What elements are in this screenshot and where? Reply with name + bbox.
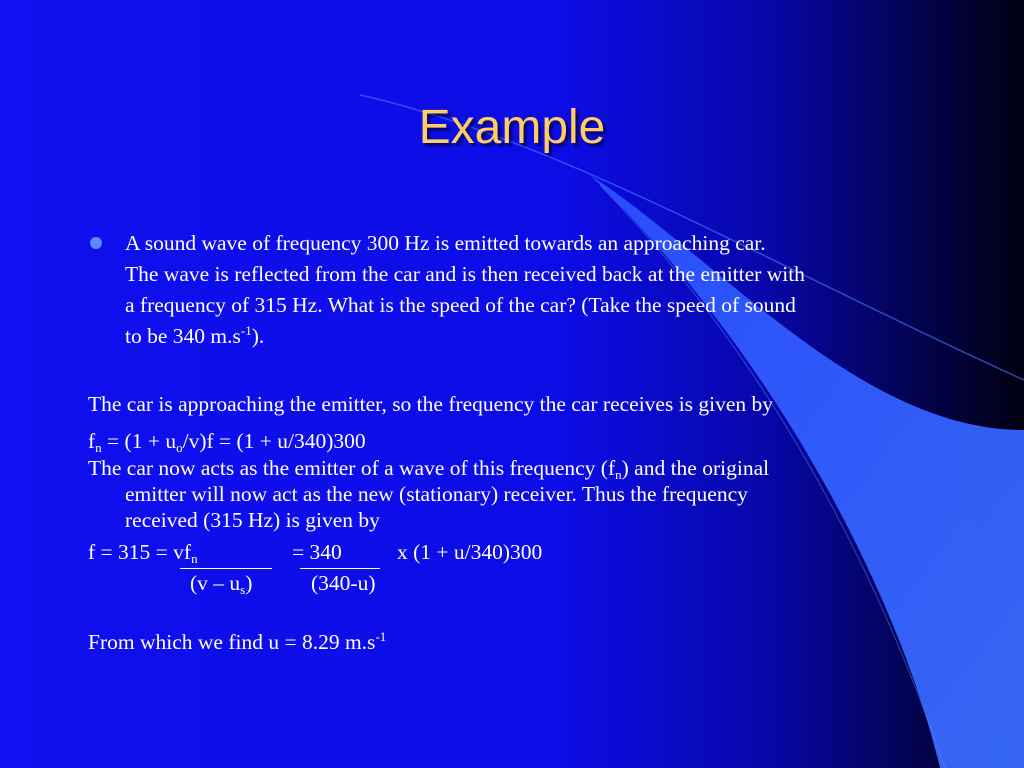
equation-f-lhs: $f = 315 = vf_n$	[88, 540, 198, 566]
equation-f-mid: = 340	[292, 540, 342, 564]
bullet-line-4: to be 340 $m.s^{-1}$).	[125, 323, 265, 348]
paragraph-emitter-line-3: received (315 Hz) is given by	[125, 508, 380, 532]
equation-f-denominator-2: (340-u)	[311, 571, 376, 595]
bullet-line-2: The wave is reflected from the car and is then received back at the emitter with	[125, 262, 805, 286]
bullet-line-3: a frequency of 315 Hz. What is the speed of the car? (Take the speed of sound	[125, 293, 796, 317]
paragraph-approaching: The car is approaching the emitter, so the frequency the car receives is given by	[88, 392, 774, 416]
bullet-text	[125, 228, 955, 352]
slide-title: Example	[418, 101, 606, 154]
bullet-icon	[90, 237, 102, 249]
equation-f-denominator-1: $(v - u_s)$	[190, 571, 253, 597]
equation-fn: $f_n = (1 + u_o/v)f = (1 + u/340)300$	[88, 429, 366, 455]
bullet-line-1: A sound wave of frequency 300 Hz is emitted towards an approaching car.	[125, 231, 766, 255]
paragraph-emitter	[88, 455, 769, 533]
paragraph-emitter-line-2: emitter will now act as the new (stationary) receiver. Thus the frequency	[125, 482, 748, 506]
equation-f-rhs: x (1 + u/340)300	[397, 540, 543, 564]
paragraph-emitter-line-1: The car now acts as the emitter of a wave of this frequency $(f_n)$ and the original	[88, 456, 770, 482]
result-text: From which we find u = 8.29 $m.s^{-1}$	[88, 629, 387, 654]
